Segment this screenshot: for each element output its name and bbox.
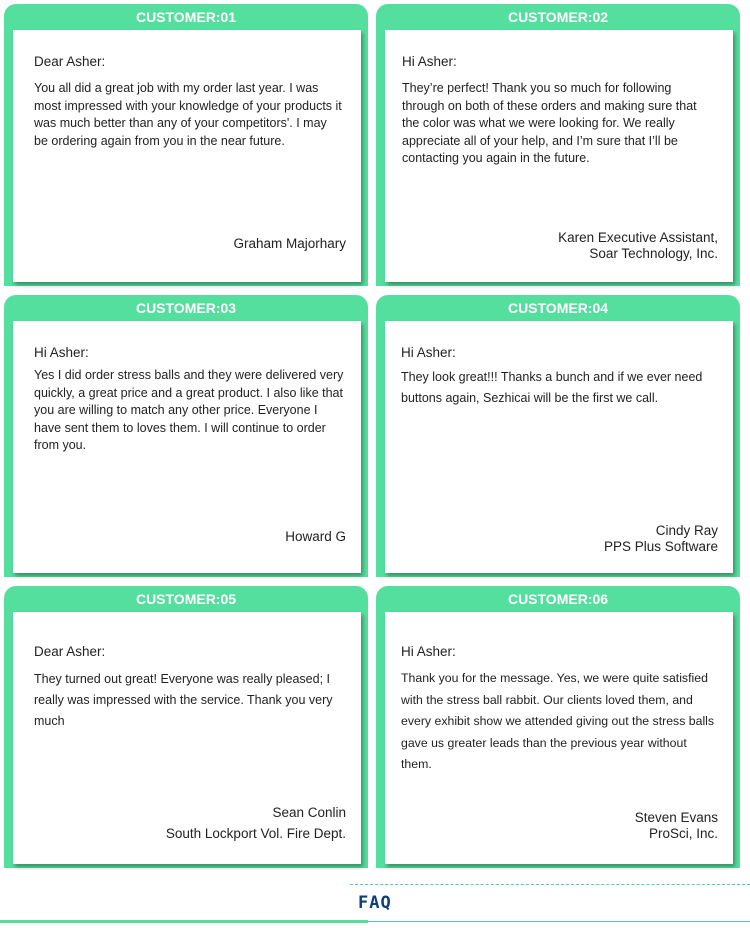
card-title: CUSTOMER:03 bbox=[135, 300, 237, 316]
card-signature bbox=[604, 523, 718, 555]
card-body bbox=[385, 30, 733, 282]
card-greeting: Hi Asher: bbox=[401, 345, 456, 360]
card-signature bbox=[635, 810, 718, 842]
card-message: They’re perfect! Thank you so much for following through on both of these orders and making sure that the color was what we were looking for. We really appreciate all of your help, and I’m sure that I’ll be contacting you again in the future. bbox=[402, 81, 697, 165]
testimonial-card-05 bbox=[4, 586, 368, 868]
signature-name: Sean Conlin bbox=[272, 805, 346, 820]
testimonial-card-03 bbox=[4, 295, 368, 577]
card-title: CUSTOMER:04 bbox=[507, 300, 609, 316]
card-body bbox=[13, 612, 361, 864]
signature-name: Graham Majorhary bbox=[233, 236, 346, 251]
card-body bbox=[13, 321, 361, 573]
faq-heading: FAQ bbox=[358, 893, 392, 913]
signature-name: Steven Evans bbox=[634, 810, 718, 825]
testimonial-card-02 bbox=[376, 4, 740, 286]
signature-company: Soar Technology, Inc. bbox=[589, 246, 718, 261]
card-greeting: Hi Asher: bbox=[402, 54, 457, 69]
faq-dashed-divider bbox=[350, 884, 750, 885]
signature-name: Karen Executive Assistant, bbox=[558, 230, 718, 245]
faq-underline bbox=[0, 920, 368, 923]
card-message: You all did a great job with my order last year. I was most impressed with your knowledge of your products it was much better than any of your competitors'. I may be ordering again from you in the near future. bbox=[34, 81, 342, 148]
card-title: CUSTOMER:06 bbox=[507, 591, 609, 607]
card-signature bbox=[233, 236, 346, 252]
card-signature bbox=[285, 529, 346, 545]
card-message: They look great!!! Thanks a bunch and if we ever need buttons again, Sezhicai will be the first we call. bbox=[401, 370, 703, 405]
card-body bbox=[385, 321, 733, 573]
card-title: CUSTOMER:01 bbox=[135, 9, 237, 25]
signature-name: Cindy Ray bbox=[655, 523, 718, 538]
signature-name: Howard G bbox=[285, 529, 346, 544]
card-title: CUSTOMER:05 bbox=[135, 591, 237, 607]
card-body bbox=[385, 612, 733, 864]
card-signature bbox=[166, 802, 346, 844]
card-greeting: Hi Asher: bbox=[401, 644, 456, 659]
card-greeting: Dear Asher: bbox=[34, 644, 106, 659]
faq-divider-line bbox=[368, 921, 750, 922]
signature-company: PPS Plus Software bbox=[603, 539, 718, 554]
card-message: They turned out great! Everyone was really pleased; I really was impressed with the service. Thank you very much bbox=[34, 672, 333, 728]
testimonial-card-01 bbox=[4, 4, 368, 286]
testimonial-card-06 bbox=[376, 586, 740, 868]
card-greeting: Hi Asher: bbox=[34, 345, 89, 360]
card-greeting: Dear Asher: bbox=[34, 54, 106, 69]
card-message: Thank you for the message. Yes, we were quite satisfied with the stress ball rabbit. Our clients loved them, and every exhibit show we attended giving out the stress balls gave us greater leads than the previous year without them. bbox=[401, 671, 715, 771]
card-signature bbox=[558, 230, 718, 262]
card-body bbox=[13, 30, 361, 282]
card-title: CUSTOMER:02 bbox=[507, 9, 609, 25]
testimonial-card-04 bbox=[376, 295, 740, 577]
signature-company: ProSci, Inc. bbox=[648, 826, 718, 841]
card-message: Yes I did order stress balls and they were delivered very quickly, a great price and a great product. I also like that you are willing to match any other price. Everyone I have sent them to loves them. I will continue to order from you. bbox=[34, 368, 344, 452]
signature-company: South Lockport Vol. Fire Dept. bbox=[165, 826, 346, 841]
